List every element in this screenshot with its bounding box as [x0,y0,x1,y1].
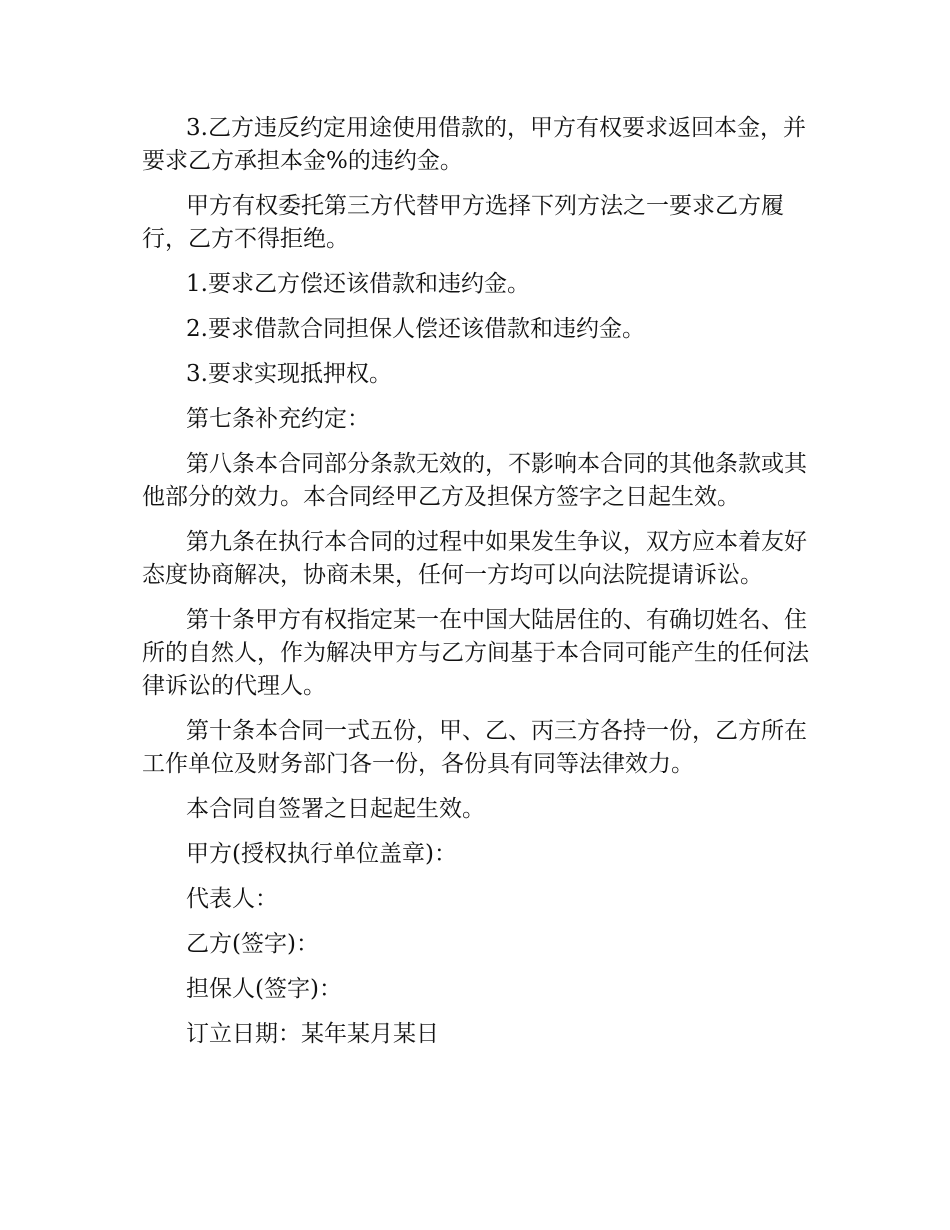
paragraph-article-8: 第八条本合同部分条款无效的，不影响本合同的其他条款或其他部分的效力。本合同经甲乙方及担保方签字之日起生效。 [142,451,807,510]
paragraph-option-3: 3.要求实现抵押权。 [186,361,392,387]
paragraph-clause-3-misuse: 3.乙方违反约定用途使用借款的，甲方有权要求返回本金，并要求乙方承担本金%的违约金。 [142,115,806,174]
paragraph-article-10-agent: 第十条甲方有权指定某一在中国大陆居住的、有确切姓名、住所的自然人，作为解决甲方与乙方间基于本合同可能产生的任何法律诉讼的代理人。 [142,607,809,699]
signing-date: 订立日期：某年某月某日 [186,1021,439,1047]
signature-party-a: 甲方(授权执行单位盖章)： [186,841,457,867]
paragraph-option-2: 2.要求借款合同担保人偿还该借款和违约金。 [186,316,645,342]
paragraph-third-party-entrust: 甲方有权委托第三方代替甲方选择下列方法之一要求乙方履行，乙方不得拒绝。 [142,193,784,252]
paragraph-article-7: 第七条补充约定： [186,406,370,432]
contract-page [142,112,810,1063]
paragraph-article-10-copies: 第十条本合同一式五份，甲、乙、丙三方各持一份，乙方所在工作单位及财务部门各一份，各份具有同等法律效力。 [142,718,807,777]
paragraph-article-9: 第九条在执行本合同的过程中如果发生争议，双方应本着友好态度协商解决，协商未果，任何一方均可以向法院提请诉讼。 [142,529,807,588]
signature-party-b: 乙方(签字)： [186,931,319,957]
signature-representative: 代表人： [186,886,278,912]
paragraph-option-1: 1.要求乙方偿还该借款和违约金。 [186,271,530,297]
paragraph-effective: 本合同自签署之日起起生效。 [186,796,485,822]
signature-guarantor: 担保人(签字)： [186,976,342,1002]
